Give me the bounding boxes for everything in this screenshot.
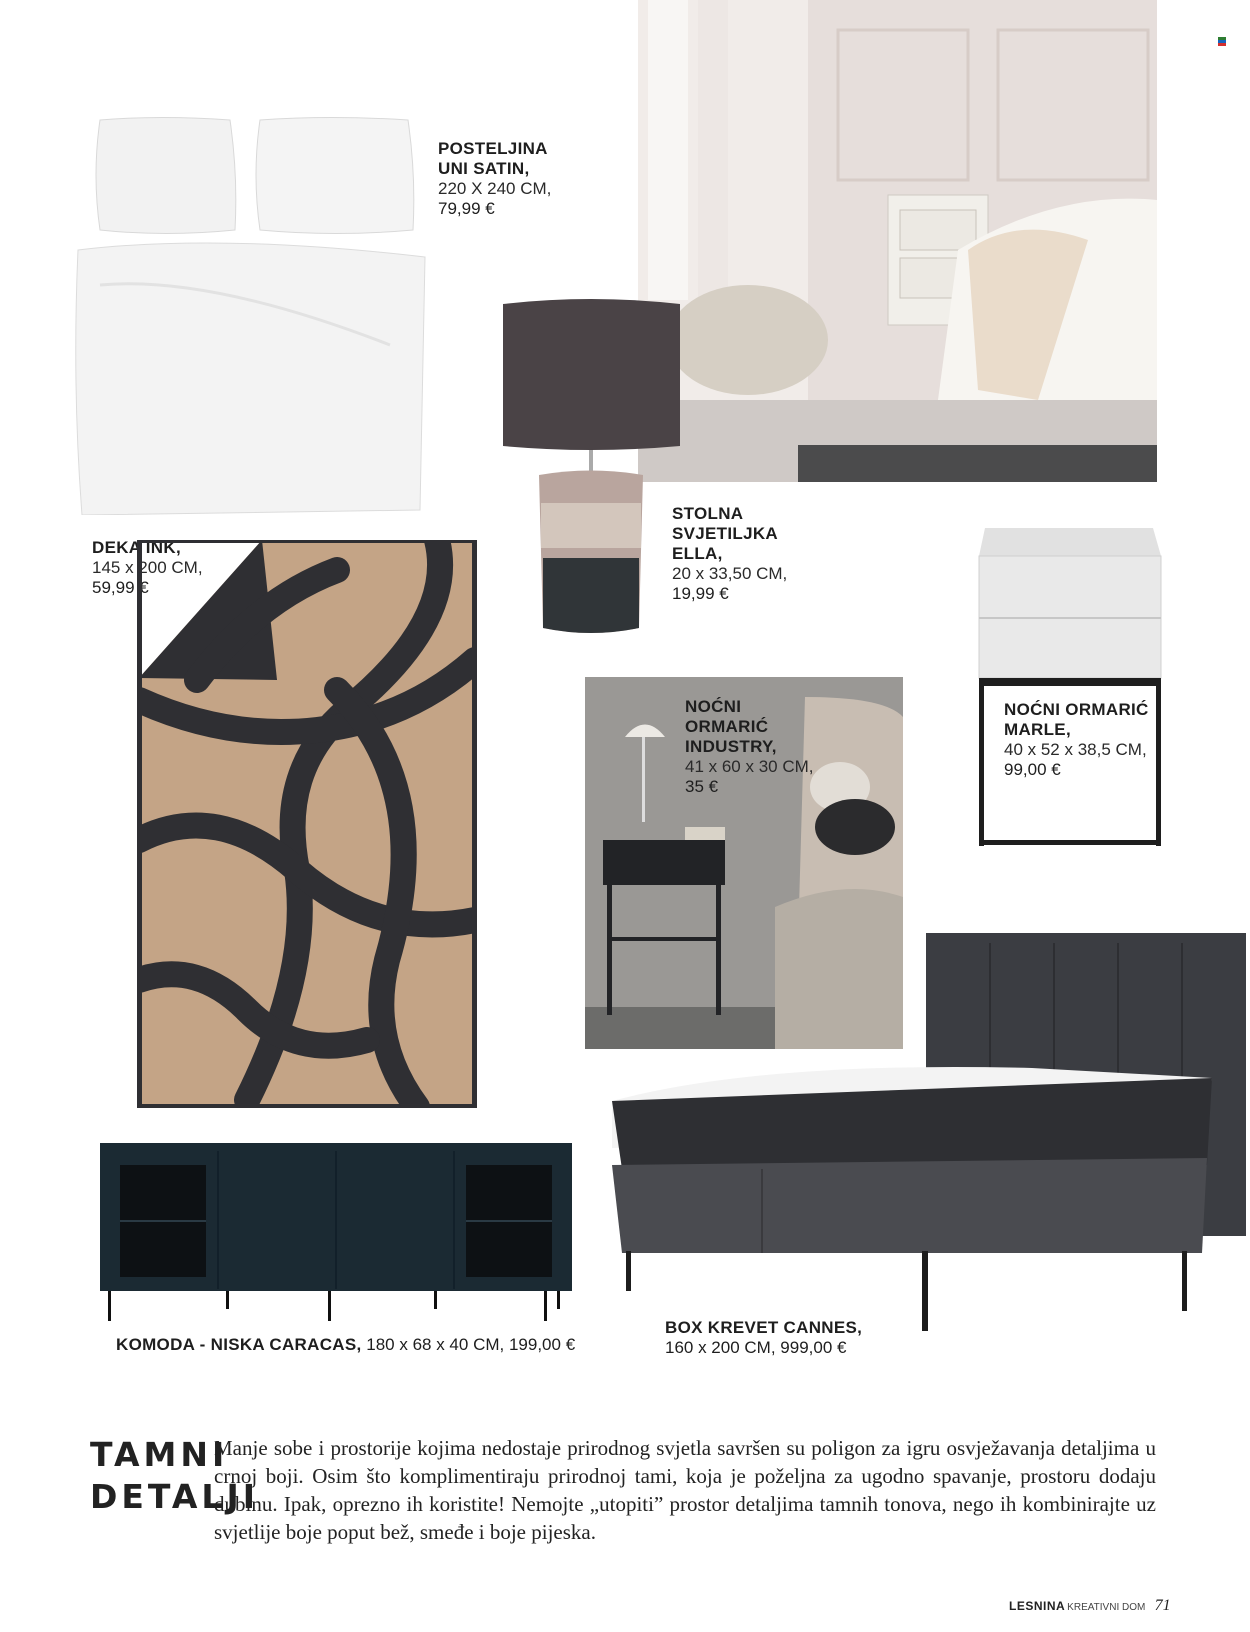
blanket-image — [137, 540, 477, 1108]
page-number: 71 — [1154, 1597, 1171, 1614]
blanket-spec: 145 x 200 CM, — [92, 558, 203, 577]
industry-name-1: NOĆNI — [685, 697, 742, 716]
page-footer — [1009, 1597, 1171, 1615]
dresser-image — [100, 1143, 572, 1321]
lamp-name-2: SVJETILJKA — [672, 524, 778, 543]
blanket-name: DEKA INK, — [92, 538, 181, 557]
article-heading-line2: DETALJI — [90, 1477, 260, 1516]
lamp-spec: 20 x 33,50 CM, — [672, 564, 788, 583]
table-lamp-image — [497, 298, 686, 638]
marle-name-2: MARLE, — [1004, 720, 1071, 739]
dresser-spec: 180 x 68 x 40 CM, — [366, 1335, 505, 1354]
nightstand-marle-label — [1004, 700, 1149, 780]
lamp-price: 19,99 € — [672, 584, 729, 603]
dresser-name: KOMODA - NISKA CARACAS, — [116, 1335, 362, 1354]
lamp-name-3: ELLA, — [672, 544, 723, 563]
marle-spec: 40 x 52 x 38,5 CM, — [1004, 740, 1147, 759]
industry-name-2: ORMARIĆ — [685, 717, 769, 736]
lamp-label — [672, 504, 787, 604]
bedding-image — [70, 115, 426, 515]
industry-name-3: INDUSTRY, — [685, 737, 777, 756]
blanket-price: 59,99 € — [92, 578, 149, 597]
industry-price: 35 € — [685, 777, 719, 796]
marle-name-1: NOĆNI ORMARIĆ — [1004, 700, 1149, 719]
nightstand-marle-image — [975, 528, 1165, 846]
bedroom-photo — [638, 0, 1157, 482]
article-heading-line1: TAMNI — [90, 1435, 229, 1474]
bedding-price: 79,99 € — [438, 199, 495, 218]
bed-spec-price: 160 x 200 CM, 999,00 € — [665, 1338, 847, 1357]
article-body: Manje sobe i prostorije kojima nedostaje prirodnog svjetla savršen su poligon za igru osvježavanja detaljima u crnoj boji. Osim što komplimentiraju prirodnoj tami, koja je poželjna za ugodno spavanje, prostoru dodaju dubinu. Ipak, oprezno ih koristite! Nemojte „utopiti” prostor detaljima tamnih tonova, nego ih kombinirajte uz svjetlije boje poput bež, smeđe i boje pijeska. — [214, 1436, 1156, 1544]
bed-name: BOX KREVET CANNES, — [665, 1318, 863, 1337]
bedding-name-1: POSTELJINA — [438, 139, 548, 158]
footer-brand: LESNINA — [1009, 1599, 1066, 1613]
nightstand-industry-label — [685, 697, 814, 797]
marle-price: 99,00 € — [1004, 760, 1061, 779]
corner-flag-icon — [1218, 33, 1226, 42]
industry-spec: 41 x 60 x 30 CM, — [685, 757, 814, 776]
dresser-label — [116, 1335, 575, 1355]
bed-label — [665, 1318, 862, 1358]
bedding-label — [438, 139, 551, 219]
box-bed-image — [612, 933, 1247, 1333]
bedding-name-2: UNI SATIN, — [438, 159, 530, 178]
footer-tagline: KREATIVNI DOM — [1067, 1602, 1146, 1613]
bedding-spec: 220 X 240 CM, — [438, 179, 552, 198]
lamp-name-1: STOLNA — [672, 504, 744, 523]
dresser-price: 199,00 € — [508, 1335, 576, 1354]
